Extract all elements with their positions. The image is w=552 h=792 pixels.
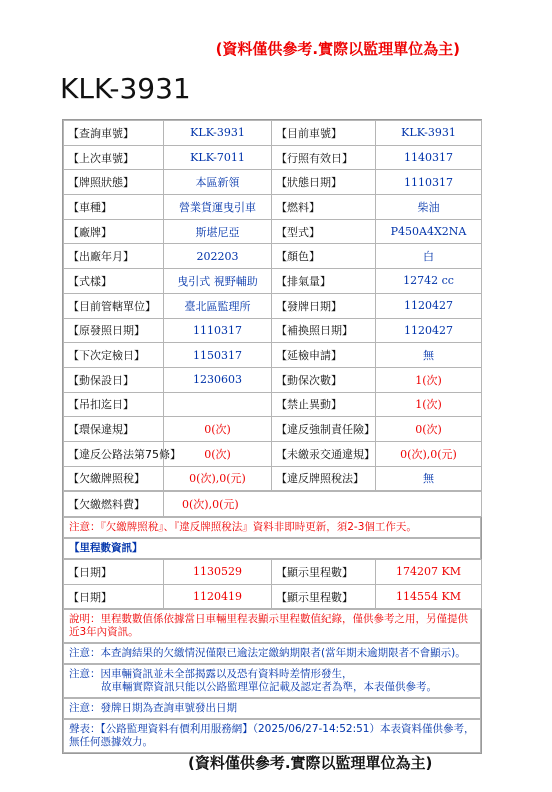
field-label: 【禁止異動】 <box>272 392 376 417</box>
field-label: 【原發照日期】 <box>64 318 164 343</box>
field-label: 【顯示里程數】 <box>272 584 376 609</box>
field-label: 【查詢車號】 <box>64 121 164 146</box>
table-row <box>64 392 482 417</box>
table-row <box>64 269 482 294</box>
tax-note: 注意：『欠繳牌照稅』、『違反牌照稅法』資料非即時更新，須2-3個工作天。 <box>63 517 481 538</box>
field-value: 1120427 <box>376 318 482 343</box>
field-label: 【欠繳燃料費】 <box>64 492 164 517</box>
field-label: 【違反牌照稅法】 <box>272 466 376 491</box>
field-label: 【牌照狀態】 <box>64 170 164 195</box>
table-row <box>64 343 482 368</box>
plate-title: KLK-3931 <box>60 72 191 105</box>
mileage-note: 說明：里程數數值係依據當日車輛里程表顯示里程數值紀錄，僅供參考之用，另僅提供近3年內資訊。 <box>63 609 481 643</box>
field-label: 【顯示里程數】 <box>272 560 376 585</box>
table-row <box>64 170 482 195</box>
field-label: 【下次定檢日】 <box>64 343 164 368</box>
mileage-header: 【里程數資訊】 <box>63 538 481 559</box>
field-value: 0(次) <box>164 441 272 466</box>
field-label: 【目前車號】 <box>272 121 376 146</box>
table-row <box>64 318 482 343</box>
field-value: P450A4X2NA <box>376 219 482 244</box>
field-label: 【廠牌】 <box>64 219 164 244</box>
arrears-note: 注意：本查詢結果的欠繳情況僅限已逾法定繳納期限者(當年期未逾期限者不會顯示)。 <box>63 643 481 664</box>
field-label: 【行照有效日】 <box>272 145 376 170</box>
field-value: 1120419 <box>164 584 272 609</box>
field-value: 0(次),0(元) <box>376 441 482 466</box>
field-value: 營業貨運曳引車 <box>164 195 272 220</box>
field-value: 1110317 <box>376 170 482 195</box>
table-row <box>64 293 482 318</box>
field-label: 【延檢申請】 <box>272 343 376 368</box>
field-value: KLK-7011 <box>164 145 272 170</box>
field-value: 12742 cc <box>376 269 482 294</box>
field-label: 【發牌日期】 <box>272 293 376 318</box>
field-label: 【排氣量】 <box>272 269 376 294</box>
field-label: 【顏色】 <box>272 244 376 269</box>
field-label: 【動保次數】 <box>272 367 376 392</box>
table-row <box>64 195 482 220</box>
field-value: 0(次) <box>376 417 482 442</box>
field-value: 1230603 <box>164 367 272 392</box>
table-row <box>64 417 482 442</box>
field-value: KLK-3931 <box>376 121 482 146</box>
field-value: 本區新領 <box>164 170 272 195</box>
footer-statement: 聲表：【公路監理資料有價利用服務網】（2025/06/27-14:52:51）本表資料僅供參考，無任何憑據效力。 <box>63 719 481 753</box>
table-row <box>64 145 482 170</box>
field-value: 1(次) <box>376 392 482 417</box>
field-value: 0(次) <box>164 417 272 442</box>
field-value: 174207 KM <box>376 560 482 585</box>
field-label: 【型式】 <box>272 219 376 244</box>
data-accuracy-note <box>63 664 481 698</box>
field-label: 【違反公路法第75條】 <box>64 441 164 466</box>
table-row <box>64 219 482 244</box>
disclaimer-bottom: (資料僅供參考.實際以監理單位為主) <box>188 754 433 772</box>
disclaimer-top: (資料僅供參考.實際以監理單位為主) <box>215 40 460 58</box>
table-row <box>64 441 482 466</box>
field-value: 202203 <box>164 244 272 269</box>
mileage-table <box>63 559 482 609</box>
field-value: 曳引式 視野輔助 <box>164 269 272 294</box>
table-row <box>64 244 482 269</box>
table-row <box>64 492 482 517</box>
issue-date-note: 注意：發牌日期為查詢車號發出日期 <box>63 698 481 719</box>
fuel-fee-table <box>63 491 482 517</box>
field-label: 【環保違規】 <box>64 417 164 442</box>
field-label: 【狀態日期】 <box>272 170 376 195</box>
field-label: 【車種】 <box>64 195 164 220</box>
data-accuracy-line2: 故車輛實際資訊只能以公路監理單位記載及認定者為準，本表僅供參考。 <box>101 681 437 694</box>
field-label: 【上次車號】 <box>64 145 164 170</box>
vehicle-info-table <box>63 120 482 491</box>
field-value: 無 <box>376 466 482 491</box>
field-label: 【式樣】 <box>64 269 164 294</box>
field-label: 【欠繳牌照稅】 <box>64 466 164 491</box>
field-value: 0(次),0(元) <box>164 492 482 517</box>
field-value: 1130529 <box>164 560 272 585</box>
field-label: 【動保設日】 <box>64 367 164 392</box>
field-label: 【吊扣迄日】 <box>64 392 164 417</box>
field-value: 1110317 <box>164 318 272 343</box>
table-row <box>64 584 482 609</box>
field-value: 1140317 <box>376 145 482 170</box>
field-value: 1(次) <box>376 367 482 392</box>
table-row <box>64 560 482 585</box>
field-value: 柴油 <box>376 195 482 220</box>
table-row <box>64 466 482 491</box>
field-value: 0(次),0(元) <box>164 466 272 491</box>
field-value: 斯堪尼亞 <box>164 219 272 244</box>
field-label: 【違反強制責任險】 <box>272 417 376 442</box>
field-value: 1120427 <box>376 293 482 318</box>
field-label: 【目前管轄單位】 <box>64 293 164 318</box>
field-value: KLK-3931 <box>164 121 272 146</box>
vehicle-info-panel <box>62 119 482 754</box>
field-label: 【出廠年月】 <box>64 244 164 269</box>
field-label: 【未繳汞交通違規】 <box>272 441 376 466</box>
field-label: 【燃料】 <box>272 195 376 220</box>
field-value: 無 <box>376 343 482 368</box>
field-label: 【補換照日期】 <box>272 318 376 343</box>
data-accuracy-line1: 注意：因車輛資訊並未全部揭露以及恐有資料時差情形發生， <box>69 668 353 681</box>
field-label: 【日期】 <box>64 560 164 585</box>
table-row <box>64 121 482 146</box>
field-value: 114554 KM <box>376 584 482 609</box>
field-label: 【日期】 <box>64 584 164 609</box>
field-value: 白 <box>376 244 482 269</box>
field-value: 臺北區監理所 <box>164 293 272 318</box>
table-row <box>64 367 482 392</box>
field-value <box>164 392 272 417</box>
field-value: 1150317 <box>164 343 272 368</box>
